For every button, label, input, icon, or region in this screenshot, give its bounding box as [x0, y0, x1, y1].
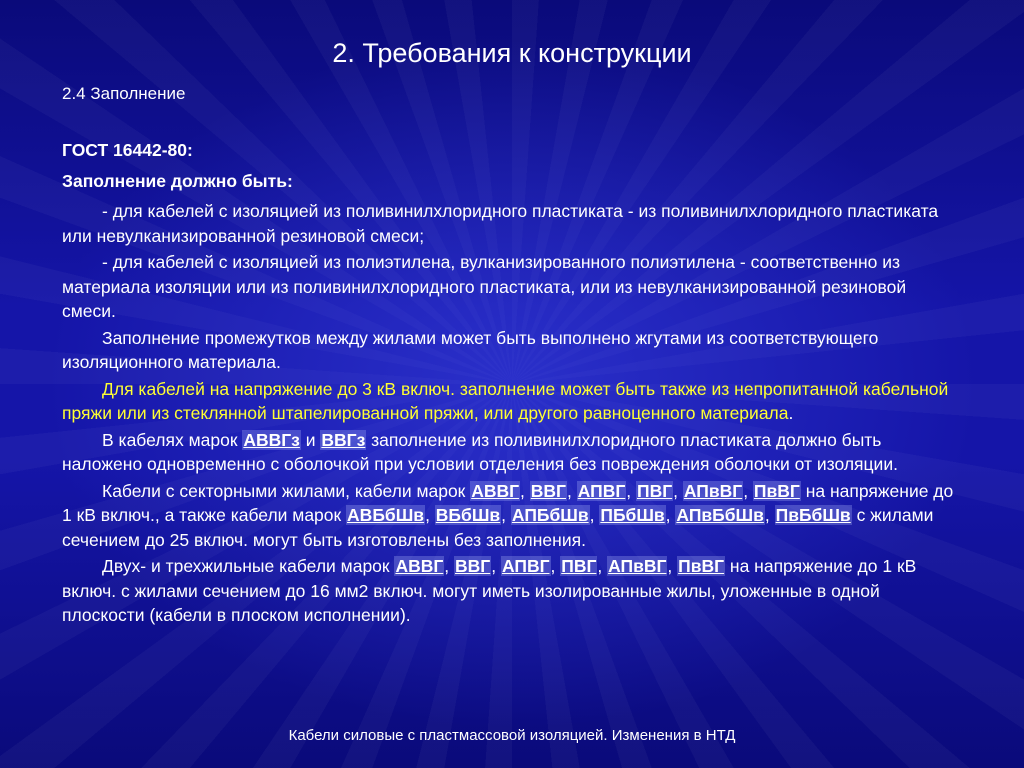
brand-link[interactable]: АПвВГ	[608, 556, 667, 576]
separator: ,	[764, 505, 775, 525]
brand-link[interactable]: АВВГ	[395, 556, 444, 576]
brand-link[interactable]: АПВГ	[501, 556, 550, 576]
brand-link[interactable]: ПвВГ	[753, 480, 800, 501]
paragraph-sector-cores	[62, 479, 962, 553]
brand-link[interactable]: АВВГ	[471, 480, 520, 501]
separator: ,	[667, 556, 678, 576]
text-segment: Кабели с секторными жилами, кабели марок	[102, 480, 471, 501]
separator: ,	[491, 556, 501, 576]
brand-link[interactable]: ВВГ	[455, 556, 491, 576]
paragraph-flat-cables	[62, 554, 962, 628]
separator: ,	[589, 505, 600, 525]
separator: ,	[673, 480, 683, 501]
text-segment: с жилами сечением до 25 включ. могут быть изготовлены без заполнения.	[62, 505, 934, 550]
brand-link[interactable]: АПвВГ	[683, 480, 743, 501]
paragraph-brands-z	[62, 428, 962, 477]
separator: ,	[520, 480, 530, 501]
separator: ,	[626, 480, 636, 501]
paragraph-gaps: Заполнение промежутков между жилами может быть выполнено жгутами из соответствующего изоляционного материала.	[62, 327, 879, 372]
paragraph-pvc: - для кабелей с изоляцией из поливинилхлоридного пластиката - из поливинилхлоридного пластиката или невулканизированной резиновой смеси;	[62, 201, 939, 246]
brand-link[interactable]: АПБбШв	[511, 505, 589, 525]
slide-footer: Кабели силовые с пластмассовой изоляцией. Изменения в НТД	[288, 727, 736, 744]
brand-link[interactable]: ПВГ	[561, 556, 597, 576]
slide-content	[62, 138, 962, 630]
text-segment: и	[300, 429, 321, 450]
text-segment: на напряжение до 1 кВ включ., а также кабели марок	[62, 480, 954, 525]
brand-link[interactable]: ВВГ	[530, 480, 566, 501]
text-segment: заполнение из поливинилхлоридного пластиката должно быть наложено одновременно с оболочкой при условии отделения без повреждения оболочки от изоляции.	[62, 429, 898, 474]
brand-link[interactable]: ВБбШв	[435, 505, 501, 525]
paragraph-polyethylene: - для кабелей с изоляцией из полиэтилена, вулканизированного полиэтилена - соответственно из материала изоляции или из поливинилхлоридного пластиката, или из невулканизированной резиновой смеси.	[62, 252, 907, 321]
brand-link-avvgz[interactable]: АВВГз	[243, 429, 300, 450]
brand-link[interactable]: АПВГ	[577, 480, 626, 501]
highlighted-text: Для кабелей на напряжение до 3 кВ включ. заполнение может быть также из непропитанной кабельной пряжи или из стеклянной штапелированной пряжи, или другого равноценного материала	[62, 378, 949, 423]
brand-link[interactable]: АВБбШв	[347, 505, 425, 525]
brand-link[interactable]: ПБбШв	[600, 505, 665, 525]
gost-heading: ГОСТ 16442-80:	[62, 140, 193, 160]
separator: ,	[743, 480, 753, 501]
separator: ,	[566, 480, 577, 501]
text-segment: на напряжение до 1 кВ включ. с жилами сечением до 16 мм2 включ. могут иметь изолированные жилы, уложенные в одной плоскости (кабели в плоском исполнении).	[62, 556, 917, 625]
separator: ,	[550, 556, 561, 576]
brand-link[interactable]: АПвБбШв	[676, 505, 764, 525]
brand-link[interactable]: ПвБбШв	[775, 505, 851, 525]
separator: ,	[425, 505, 435, 525]
brand-link[interactable]: ПвВГ	[678, 556, 725, 576]
brand-link[interactable]: ПВГ	[637, 480, 673, 501]
separator: ,	[597, 556, 608, 576]
paragraph-3kv	[62, 377, 962, 426]
section-subtitle: 2.4 Заполнение	[62, 84, 186, 103]
separator: ,	[444, 556, 455, 576]
slide-title: 2. Требования к конструкции	[332, 38, 692, 68]
separator: ,	[665, 505, 676, 525]
text-segment: В кабелях марок	[102, 429, 243, 450]
separator: ,	[501, 505, 511, 525]
period: .	[788, 403, 794, 423]
text-segment: Двух- и трехжильные кабели марок	[102, 556, 395, 576]
brand-link-vvgz[interactable]: ВВГз	[321, 429, 366, 450]
fill-heading: Заполнение должно быть:	[62, 170, 293, 191]
